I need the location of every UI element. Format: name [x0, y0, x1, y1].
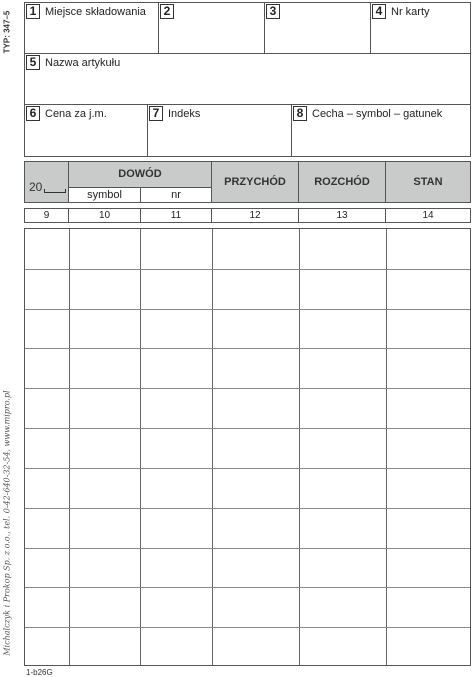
grid-row-line [25, 548, 470, 549]
field-storage-location[interactable] [24, 2, 159, 54]
field-3[interactable] [264, 2, 371, 54]
grid-row-line [25, 428, 470, 429]
year-header [24, 161, 69, 203]
field-label: Cecha – symbol – gatunek [312, 108, 443, 120]
field-number: 2 [160, 4, 174, 19]
field-number: 7 [149, 106, 163, 121]
field-label: Miejsce składowania [45, 6, 146, 18]
grid-row-line [25, 388, 470, 389]
field-label: Nazwa artykułu [45, 57, 121, 69]
grid-row-line [25, 309, 470, 310]
grid-column-line [212, 229, 213, 665]
grid-column-line [386, 229, 387, 665]
form-code: 1-b26G [26, 668, 53, 677]
form-type-code [0, 2, 14, 62]
column-number: 13 [298, 208, 386, 223]
form-type-text: TYP: 347–5 [2, 10, 12, 54]
publisher-info [0, 380, 14, 665]
field-unit-price[interactable] [24, 104, 148, 157]
field-number: 3 [266, 4, 280, 19]
header-dowod: DOWÓD [68, 161, 212, 188]
column-number: 14 [385, 208, 471, 223]
column-number: 11 [140, 208, 212, 223]
field-2[interactable] [158, 2, 265, 54]
header-stan: STAN [385, 161, 471, 203]
field-card-number[interactable] [370, 2, 471, 54]
field-number: 4 [372, 4, 386, 19]
field-number: 5 [26, 55, 40, 70]
field-label: Cena za j.m. [45, 108, 107, 120]
grid-row-line [25, 348, 470, 349]
publisher-text: Michalczyk i Prokop Sp. z o.o., tel. 0-42-640-32-54, www.mipro.pl [2, 389, 12, 656]
field-label: Nr karty [391, 6, 430, 18]
grid-column-line [140, 229, 141, 665]
header-rozchod: ROZCHÓD [298, 161, 386, 203]
field-index[interactable] [147, 104, 292, 157]
grid-row-line [25, 627, 470, 628]
column-number: 12 [211, 208, 299, 223]
year-prefix: 20 [29, 180, 43, 194]
field-article-name[interactable] [24, 53, 471, 105]
grid-row-line [25, 508, 470, 509]
column-number: 9 [24, 208, 69, 223]
header-przychod: PRZYCHÓD [211, 161, 299, 203]
column-number: 10 [68, 208, 141, 223]
field-feature-symbol-grade[interactable] [291, 104, 471, 157]
field-number: 8 [293, 106, 307, 121]
grid-row-line [25, 468, 470, 469]
year-input-marks [44, 189, 66, 193]
grid-column-line [299, 229, 300, 665]
field-number: 6 [26, 106, 40, 121]
header-symbol: symbol [68, 187, 141, 203]
field-number: 1 [26, 4, 40, 19]
grid-row-line [25, 587, 470, 588]
field-label: Indeks [168, 108, 201, 120]
grid-column-line [69, 229, 70, 665]
header-nr: nr [140, 187, 212, 203]
entry-grid[interactable] [24, 228, 471, 666]
grid-row-line [25, 269, 470, 270]
